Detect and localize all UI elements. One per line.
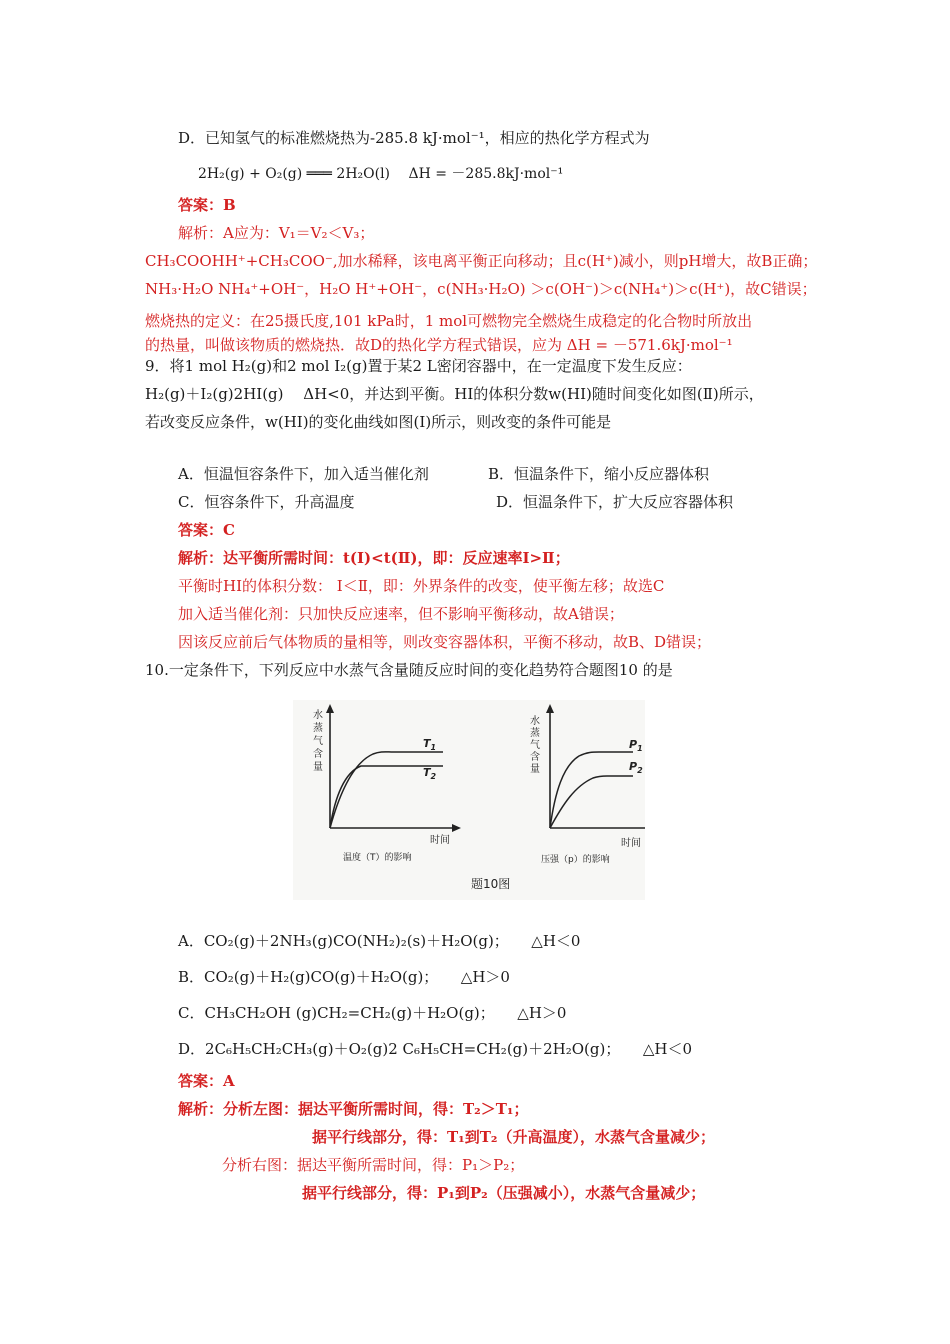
option-d-text: D．已知氢气的标准燃烧热为-285.8 kJ·mol⁻¹，相应的热化学方程式为: [178, 129, 650, 147]
left-ylabel-char: 气: [313, 736, 323, 747]
right-ylabel-char: 蒸: [530, 728, 540, 739]
q9-analysis-line: 平衡时HI的体积分数： Ⅰ＜Ⅱ，即：外界条件的改变，使平衡左移；故选C: [178, 577, 665, 595]
right-ylabel-char: 量: [530, 764, 540, 775]
q9-analysis-line: 解析：达平衡所需时间：t(Ⅰ)<t(Ⅱ)，即：反应速率Ⅰ>Ⅱ；: [178, 549, 570, 567]
left-ylabel-char: 量: [313, 762, 323, 773]
q8-analysis-line: 的热量，叫做该物质的燃烧热．故D的热化学方程式错误，应为 ΔH = －571.6kJ·mol⁻¹: [145, 336, 733, 354]
right-caption: 压强（p）的影响: [541, 855, 610, 865]
right-ylabel-char: 气: [530, 740, 540, 751]
right-curve-p1-label: $P_1$: [629, 738, 643, 753]
q10-option-d: D．2C₆H₅CH₂CH₃(g)＋O₂(g)2 C₆H₅CH=CH₂(g)＋2H₂O(g)； △H＜0: [178, 1040, 693, 1058]
q10-option-b: B．CO₂(g)＋H₂(g)CO(g)＋H₂O(g)； △H＞0: [178, 968, 510, 986]
right-ylabel-char: 水: [530, 716, 540, 727]
q8-analysis-line: 解析：A应为：V₁＝V₂＜V₃；: [178, 224, 375, 242]
q9-stem-line: H₂(g)＋I₂(g)2HI(g) ΔH<0，并达到平衡。HI的体积分数w(HI)随时间变化如图(Ⅱ)所示，: [145, 385, 764, 403]
q10-analysis-line: 解析：分析左图：据达平衡所需时间，得：T₂＞T₁；: [178, 1100, 529, 1118]
left-curve-t2-label: $T_2$: [423, 766, 437, 781]
q9-stem-line: 9．将1 mol H₂(g)和2 mol I₂(g)置于某2 L密闭容器中，在一定温度下发生反应：: [145, 357, 692, 375]
left-ylabel-char: 水: [313, 710, 323, 721]
q8-answer: 答案：B: [178, 196, 236, 214]
q10-option-a: A．CO₂(g)＋2NH₃(g)CO(NH₂)₂(s)＋H₂O(g)； △H＜0: [178, 932, 581, 950]
q10-option-c: C．CH₃CH₂OH (g)CH₂=CH₂(g)＋H₂O(g)； △H＞0: [178, 1004, 567, 1022]
thermo-equation: 2H₂(g) + O₂(g) ═══ 2H₂O(l) ΔH = －285.8kJ·mol⁻¹: [198, 166, 564, 182]
q10-analysis-line: 分析右图：据达平衡所需时间，得：P₁＞P₂；: [222, 1156, 525, 1174]
left-xlabel: 时间: [430, 835, 450, 846]
q9-stem-line: 若改变反应条件，w(HI)的变化曲线如图(Ⅰ)所示，则改变的条件可能是: [145, 413, 612, 431]
left-ylabel-char: 蒸: [313, 723, 323, 734]
right-ylabel-char: 含: [530, 752, 540, 763]
right-curve-p2-label: $P_2$: [629, 760, 643, 775]
figure-title: 题10图: [471, 877, 511, 891]
q10-analysis-line: 据平行线部分，得：T₁到T₂（升高温度），水蒸气含量减少；: [312, 1128, 715, 1146]
left-caption: 温度（T）的影响: [343, 853, 412, 863]
right-xlabel: 时间: [621, 838, 641, 849]
q9-option-b: B．恒温条件下，缩小反应器体积: [488, 465, 710, 483]
q8-analysis-line: 燃烧热的定义：在25摄氏度,101 kPa时，1 mol可燃物完全燃烧生成稳定的化合物时所放出: [145, 312, 753, 330]
q10-answer: 答案：A: [178, 1072, 235, 1090]
q10-stem: 10.一定条件下，下列反应中水蒸气含量随反应时间的变化趋势符合题图10 的是: [145, 661, 673, 679]
q9-option-a: A．恒温恒容条件下，加入适当催化剂: [178, 465, 429, 483]
figure-10: [293, 700, 645, 900]
figure-background: [293, 700, 645, 900]
q9-analysis-line: 加入适当催化剂：只加快反应速率，但不影响平衡移动，故A错误；: [178, 605, 624, 623]
q9-analysis-line: 因该反应前后气体物质的量相等，则改变容器体积，平衡不移动，故B、D错误；: [178, 633, 712, 651]
left-curve-t1-label: $T_1$: [423, 737, 437, 752]
q9-option-c: C．恒容条件下，升高温度: [178, 493, 355, 511]
q9-answer: 答案：C: [178, 521, 235, 539]
q9-option-d: D．恒温条件下，扩大反应容器体积: [496, 493, 734, 511]
q8-analysis-line: NH₃·H₂O NH₄⁺+OH⁻，H₂O H⁺+OH⁻，c(NH₃·H₂O) ＞c(OH⁻)＞c(NH₄⁺)＞c(H⁺)，故C错误；: [145, 280, 817, 298]
q10-analysis-line: 据平行线部分，得：P₁到P₂（压强减小），水蒸气含量减少；: [302, 1184, 706, 1202]
left-ylabel-char: 含: [313, 749, 323, 760]
q8-analysis-line: CH₃COOHH⁺+CH₃COO⁻,加水稀释，该电离平衡正向移动；且c(H⁺)减小，则pH增大，故B正确；: [145, 252, 818, 270]
